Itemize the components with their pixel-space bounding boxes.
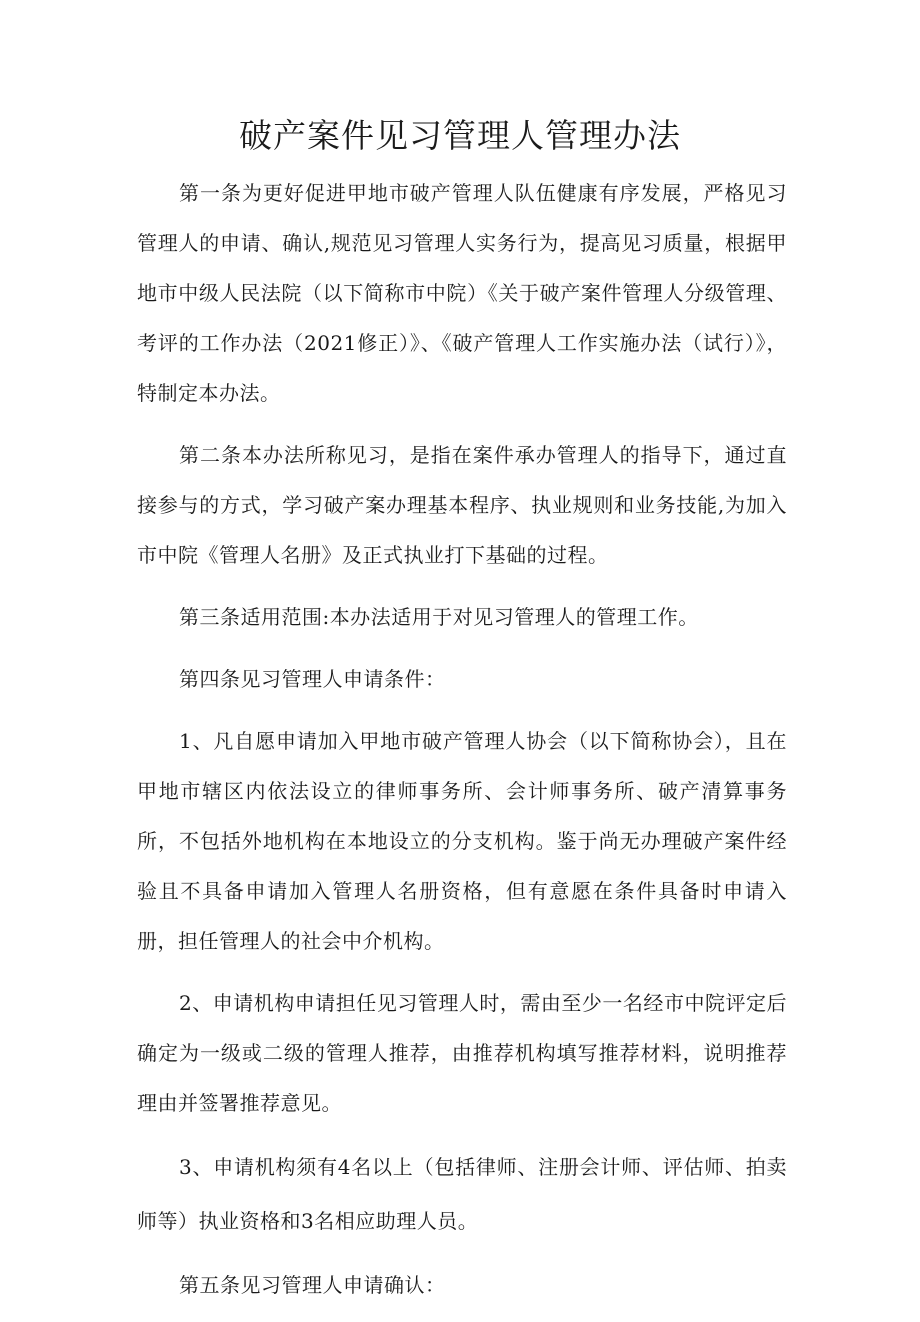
article-4-item-1: 1、凡自愿申请加入甲地市破产管理人协会（以下简称协会），且在甲地市辖区内依法设立的律师事务所、会计师事务所、破产清算事务所，不包括外地机构在本地设立的分支机构。鉴于尚无办理破产案件经验且不具备申请加入管理人名册资格，但有意愿在条件具备时申请入册，担任管理人的社会中介机构。 [137,729,787,953]
document-title: 破产案件见习管理人管理办法 [239,116,681,155]
document-body [137,168,787,1322]
article-3-paragraph: 第三条适用范围:本办法适用于对见习管理人的管理工作。 [179,605,699,629]
article-2-paragraph: 第二条本办法所称见习，是指在案件承办管理人的指导下，通过直接参与的方式，学习破产案办理基本程序、执业规则和业务技能,为加入市中院《管理人名册》及正式执业打下基础的过程。 [137,443,787,567]
article-4-item-2: 2、申请机构申请担任见习管理人时，需由至少一名经市中院评定后确定为一级或二级的管理人推荐，由推荐机构填写推荐材料，说明推荐理由并签署推荐意见。 [137,991,787,1115]
article-5-heading: 第五条见习管理人申请确认： [179,1273,446,1297]
article-4-heading: 第四条见习管理人申请条件： [179,667,446,691]
article-4-item-3: 3、申请机构须有4名以上（包括律师、注册会计师、评估师、拍卖师等）执业资格和3名相应助理人员。 [137,1155,787,1233]
article-1-paragraph: 第一条为更好促进甲地市破产管理人队伍健康有序发展，严格见习管理人的申请、确认,规范见习管理人实务行为，提高见习质量，根据甲地市中级人民法院（以下简称市中院）《关于破产案件管理人分级管理、考评的工作办法（2021修正）》、《破产管理人工作实施办法（试行）》，特制定本办法。 [137,181,787,405]
